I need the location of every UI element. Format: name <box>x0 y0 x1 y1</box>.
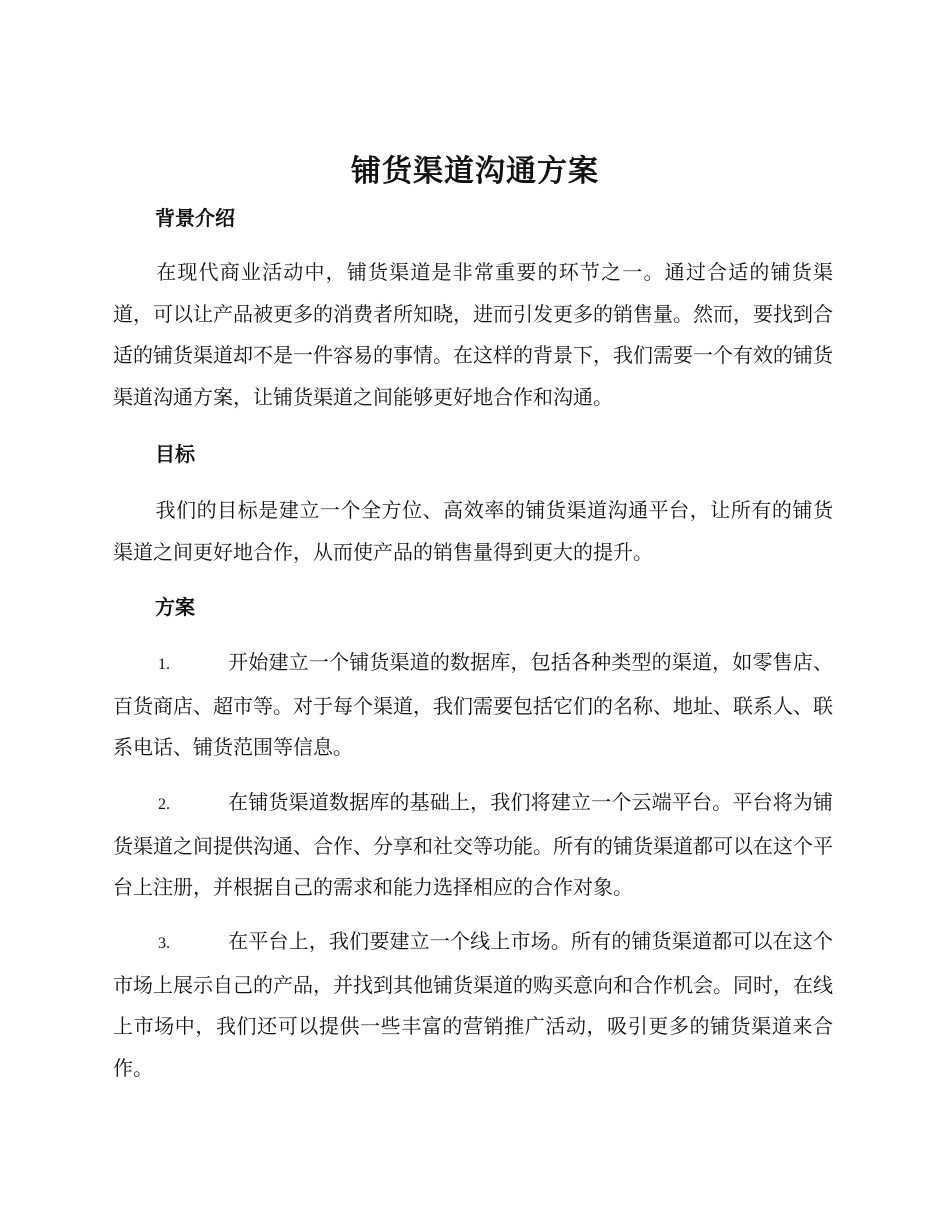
plan-list-item <box>113 921 833 1089</box>
goal-paragraph <box>113 490 833 573</box>
list-item-number: 3. <box>158 935 170 952</box>
section-heading-plan: 方案 <box>155 595 195 619</box>
list-item-text: 开始建立一个铺货渠道的数据库，包括各种类型的渠道，如零售店、百货商店、超市等。对于每个渠道，我们需要包括它们的名称、地址、联系人、联系电话、铺货范围等信息。 <box>113 650 833 759</box>
list-item-number: 2. <box>158 796 170 813</box>
section-heading-background: 背景介绍 <box>155 206 235 230</box>
list-item-text: 在铺货渠道数据库的基础上，我们将建立一个云端平台。平台将为铺货渠道之间提供沟通、合作、分享和社交等功能。所有的铺货渠道都可以在这个平台上注册，并根据自己的需求和能力选择相应的合作对象。 <box>113 790 833 899</box>
background-paragraph-text: 在现代商业活动中，铺货渠道是非常重要的环节之一。通过合适的铺货渠道，可以让产品被更多的消费者所知晓，进而引发更多的销售量。然而，要找到合适的铺货渠道却不是一件容易的事情。在这样的背景下，我们需要一个有效的铺货渠道沟通方案，让铺货渠道之间能够更好地合作和沟通。 <box>113 260 833 409</box>
list-item-text: 在平台上，我们要建立一个线上市场。所有的铺货渠道都可以在这个市场上展示自己的产品，并找到其他铺货渠道的购买意向和合作机会。同时，在线上市场中，我们还可以提供一些丰富的营销推广活动，吸引更多的铺货渠道来合作。 <box>113 929 833 1080</box>
goal-paragraph-text: 我们的目标是建立一个全方位、高效率的铺货渠道沟通平台，让所有的铺货渠道之间更好地合作，从而使产品的销售量得到更大的提升。 <box>113 498 833 564</box>
plan-list-item <box>113 642 833 769</box>
background-paragraph <box>113 252 833 418</box>
section-heading-goal: 目标 <box>155 442 195 466</box>
document-title: 铺货渠道沟通方案 <box>351 154 599 189</box>
list-item-number: 1. <box>158 656 170 673</box>
plan-list-item <box>113 782 833 909</box>
